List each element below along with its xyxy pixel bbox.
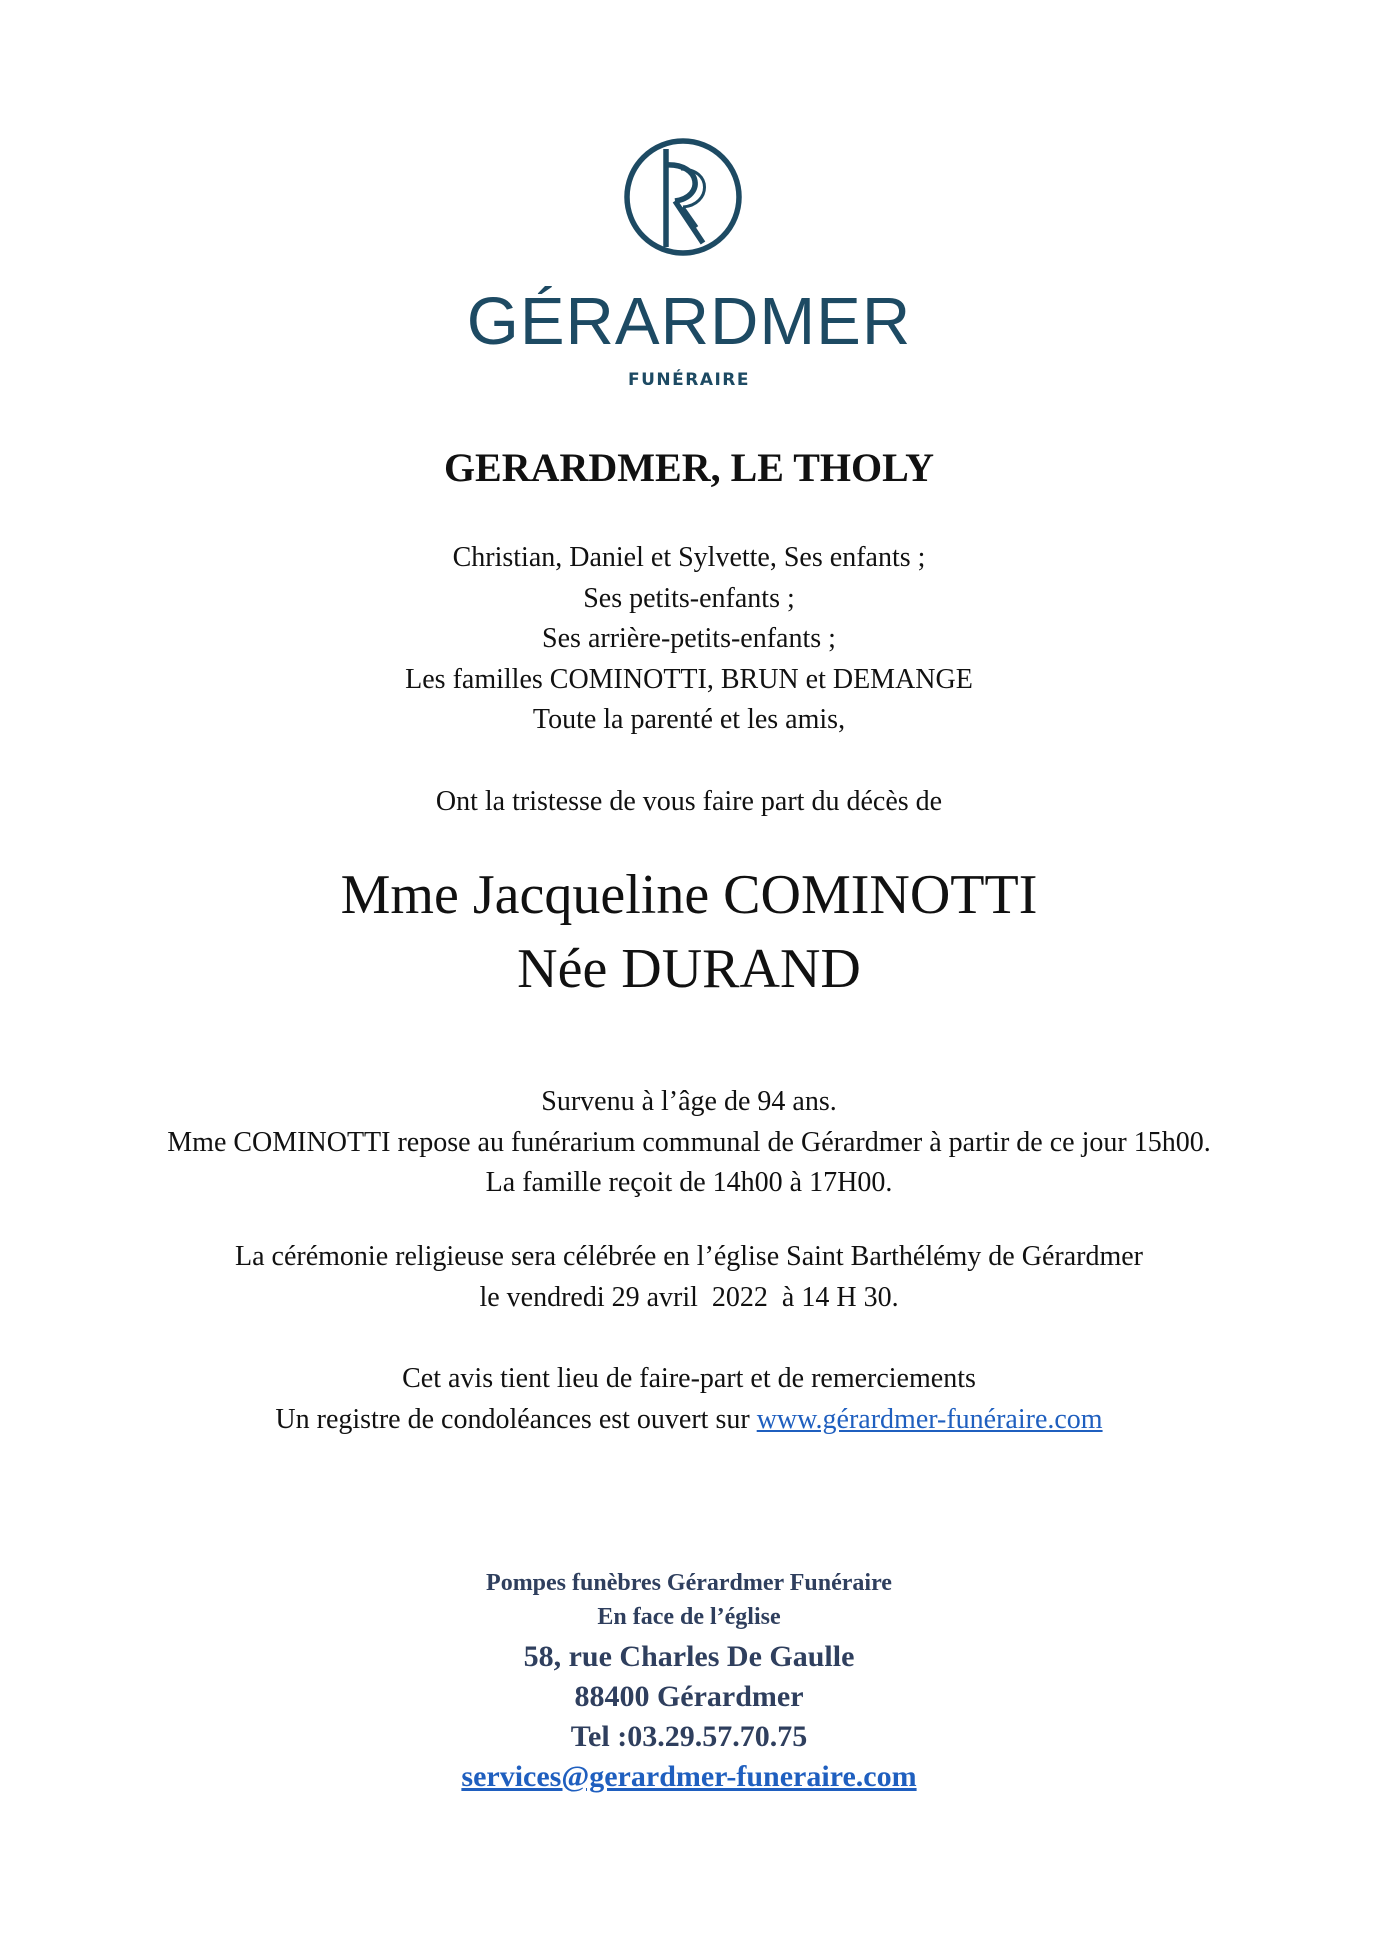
footer-city: 88400 Gérardmer: [574, 1680, 804, 1713]
notice-line: Cet avis tient lieu de faire-part et de remerciements: [402, 1363, 976, 1394]
condolence-register-line: [0, 1400, 1378, 1441]
details-line: La famille reçoit de 14h00 à 17H00.: [485, 1167, 893, 1198]
footer-email-line: [0, 1757, 1378, 1797]
brand-subtitle: FUNÉRAIRE: [627, 370, 751, 390]
family-line: Ses petits-enfants ;: [583, 582, 795, 614]
footer-company-block: [0, 1566, 1378, 1634]
details-line: Mme COMINOTTI repose au funérarium communal de Gérardmer à partir de ce jour 15h00.: [167, 1126, 1211, 1158]
brand-name: GÉRARDMER: [466, 284, 912, 359]
details-line: Survenu à l’âge de 94 ans.: [541, 1086, 837, 1117]
location-heading: GERARDMER, LE THOLY: [443, 445, 935, 490]
family-line: Christian, Daniel et Sylvette, Ses enfants ;: [452, 542, 926, 573]
footer-contact-block: [0, 1637, 1378, 1797]
ceremony-line: le vendredi 29 avril 2022 à 14 H 30.: [479, 1281, 899, 1313]
condolence-website-link[interactable]: www.gérardmer-funéraire.com: [756, 1403, 1103, 1435]
notice-block: [0, 1359, 1378, 1440]
condolence-register-text: Un registre de condoléances est ouvert sur: [275, 1403, 757, 1435]
footer-email-link[interactable]: services@gerardmer-funeraire.com: [461, 1760, 917, 1793]
family-line: Les familles COMINOTTI, BRUN et DEMANGE: [405, 663, 973, 695]
details-block: [0, 1082, 1378, 1204]
announcement-intro: Ont la tristesse de vous faire part du décès de: [435, 786, 943, 817]
family-list: [0, 538, 1378, 741]
footer-street: 58, rue Charles De Gaulle: [523, 1640, 855, 1673]
footer-phone: Tel :03.29.57.70.75: [570, 1720, 808, 1753]
deceased-name: Mme Jacqueline COMINOTTI: [340, 864, 1038, 926]
family-line: Ses arrière-petits-enfants ;: [542, 623, 836, 654]
deceased-birth-name: Née DURAND: [517, 938, 861, 1000]
circle-r-monogram-icon: [623, 135, 743, 260]
footer-landmark: En face de l’église: [597, 1604, 781, 1630]
deceased-name-block: [0, 858, 1378, 1006]
family-line: Toute la parenté et les amis,: [532, 704, 846, 735]
footer-company-name: Pompes funèbres Gérardmer Funéraire: [486, 1570, 892, 1596]
ceremony-block: [0, 1237, 1378, 1318]
ceremony-line: La cérémonie religieuse sera célébrée en l’église Saint Barthélémy de Gérardmer: [235, 1241, 1143, 1272]
